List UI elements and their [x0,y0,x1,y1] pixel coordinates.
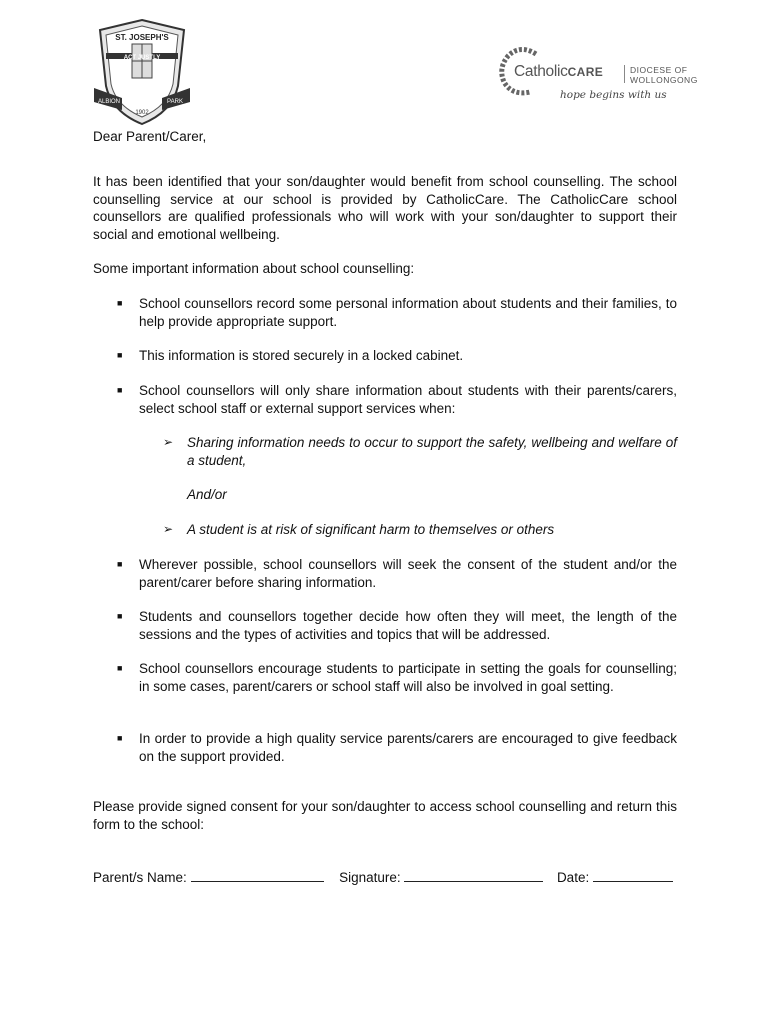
list-item: In order to provide a high quality service parents/carers are encouraged to give feedback on the support provided. [139,731,677,764]
crest-year-text: 1902 [135,110,149,116]
intro-paragraph: It has been identified that your son/daughter would benefit from school counselling. The school counselling service at our school is provided by CatholicCare. The CatholicCare school counsellors are qualified professionals who will work with your son/daughter to support their social and emotional wellbeing. [93,174,677,242]
bullet-square-icon: ■ [117,559,123,569]
diocese-text: DIOCESE OF WOLLONGONG [630,65,698,85]
catholiccare-logo [498,46,698,108]
parent-name-label: Parent/s Name: [93,870,187,885]
crest-left-text: ALBION [97,99,121,105]
bullet-square-icon: ■ [117,298,123,308]
bullet-square-icon: ■ [117,733,123,743]
bullet-square-icon: ■ [117,611,123,621]
closing-paragraph: Please provide signed consent for your son/daughter to access school counselling and return this form to the school: [93,799,677,832]
signature-field[interactable] [404,867,543,882]
crest-right-text: PARK [167,99,183,105]
arrow-bullet-icon: ➢ [163,435,174,449]
arrow-bullet-icon: ➢ [163,522,174,536]
list-item: School counsellors record some personal information about students and their families, to help provide appropriate support. [139,296,677,329]
crest-top-text: ST. JOSEPH'S [115,33,169,42]
school-crest-logo [92,16,192,128]
and-or-text: And/or [187,487,227,502]
sub-list-item: A student is at risk of significant harm to themselves or others [187,522,555,537]
bullet-square-icon: ■ [117,385,123,395]
catholiccare-wordmark: CatholicCARE [514,63,604,80]
list-item: This information is stored securely in a locked cabinet. [139,348,464,363]
date-label: Date: [556,870,590,885]
list-item: Students and counsellors together decide how often they will meet, the length of the sessions and the types of activities and topics that will be addressed. [139,609,677,642]
date-field[interactable] [593,867,673,882]
bullet-square-icon: ■ [117,663,123,673]
logo-divider [624,65,625,83]
crest-motto-text: ACT JUSTLY [123,55,161,61]
greeting: Dear Parent/Carer, [93,129,207,144]
logo-tagline: hope begins with us [560,89,667,101]
list-item: School counsellors encourage students to participate in setting the goals for counselling; in some cases, parent/carers or school staff will also be involved in goal setting. [139,661,677,694]
sub-list-item: Sharing information needs to occur to support the safety, wellbeing and welfare of a student, [187,435,677,468]
consent-form-line [93,867,693,887]
info-heading: Some important information about school counselling: [93,261,415,276]
list-item: Wherever possible, school counsellors will seek the consent of the student and/or the parent/carer before sharing information. [139,557,677,590]
parent-name-field[interactable] [191,867,324,882]
bullet-square-icon: ■ [117,350,123,360]
list-item: School counsellors will only share information about students with their parents/carers, select school staff or external support services when: [139,383,677,416]
signature-label: Signature: [339,870,401,885]
